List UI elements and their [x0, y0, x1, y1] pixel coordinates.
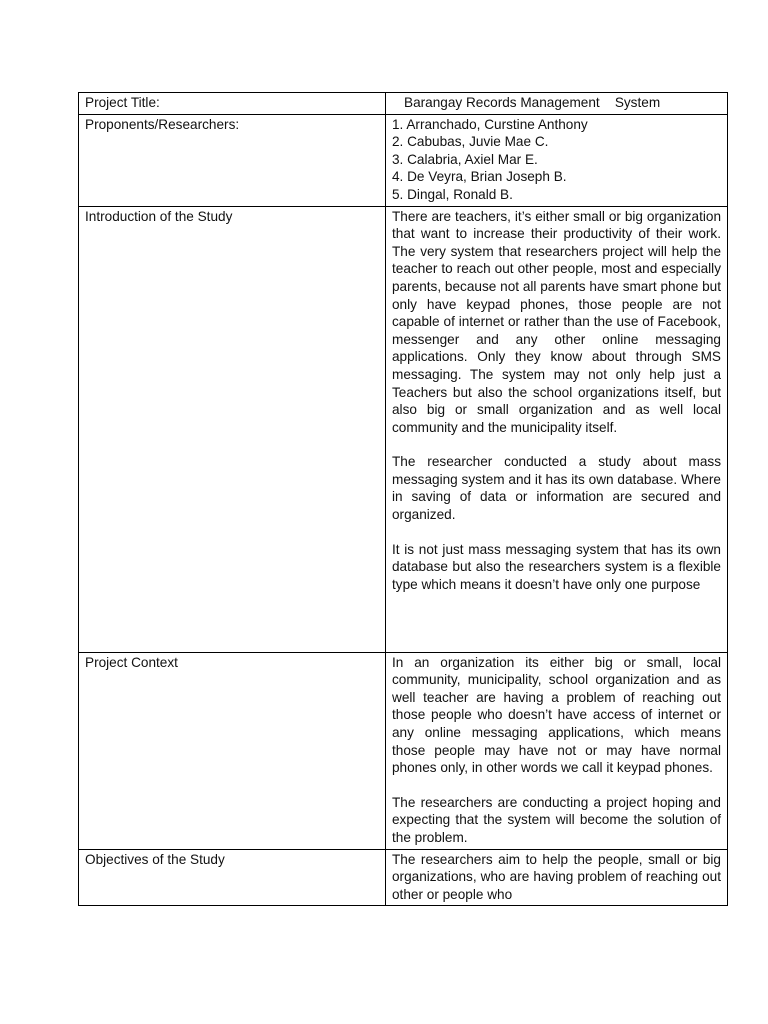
proponents-label: Proponents/Researchers: — [79, 114, 386, 206]
proponent-item: 1. Arranchado, Curstine Anthony — [392, 116, 588, 132]
objectives-label: Objectives of the Study — [79, 849, 386, 905]
row-project-context — [79, 652, 728, 849]
proponent-item: 4. De Veyra, Brian Joseph B. — [392, 169, 567, 185]
row-proponents — [79, 114, 728, 206]
proponent-item: 2. Cabubas, Juvie Mae C. — [392, 134, 549, 150]
row-introduction — [79, 206, 728, 652]
row-objectives — [79, 849, 728, 905]
introduction-label: Introduction of the Study — [79, 206, 386, 652]
project-context-text — [386, 652, 728, 849]
introduction-paragraph: The researcher conducted a study about mass messaging system and it has its own database. Where in saving of data or information are secured and organized. — [392, 454, 721, 523]
objectives-text — [386, 849, 728, 905]
proposal-table — [78, 92, 728, 906]
introduction-paragraph: It is not just mass messaging system that has its own database but also the researchers system is a flexible type which means it doesn’t have only one purpose — [392, 541, 721, 592]
proponents-list — [386, 114, 728, 206]
context-paragraph: The researchers are conducting a project hoping and expecting that the system will become the solution of the problem. — [392, 794, 721, 845]
project-title-label: Project Title: — [79, 93, 386, 115]
introduction-paragraph: There are teachers, it’s either small or big organization that want to increase their productivity of their work. The very system that researchers project will help the teacher to reach out other people, most and especially parents, because not all parents have smart phone but only have keypad phones, those people are not capable of internet or rather than the use of Facebook, messenger and any other online messaging applications. Only they know about through SMS messaging. The system may not only help just a Teachers but also the school organizations itself, but also big or small organization and as well local community and the municipality itself. — [392, 208, 721, 435]
project-context-label: Project Context — [79, 652, 386, 849]
project-title-value: Barangay Records Management System — [386, 93, 728, 115]
proponent-item: 3. Calabria, Axiel Mar E. — [392, 151, 538, 167]
context-paragraph: In an organization its either big or small, local community, municipality, school organization and as well teacher are having a problem of reaching out those people who doesn’t have access of internet or any online messaging applications, which means those people may have not or may have normal phones only, in other words we call it keypad phones. — [392, 654, 721, 776]
proponent-item: 5. Dingal, Ronald B. — [392, 186, 513, 202]
row-project-title — [79, 93, 728, 115]
objectives-paragraph: The researchers aim to help the people, small or big organizations, who are having problem of reaching out other or people who — [392, 851, 721, 902]
introduction-text — [386, 206, 728, 652]
